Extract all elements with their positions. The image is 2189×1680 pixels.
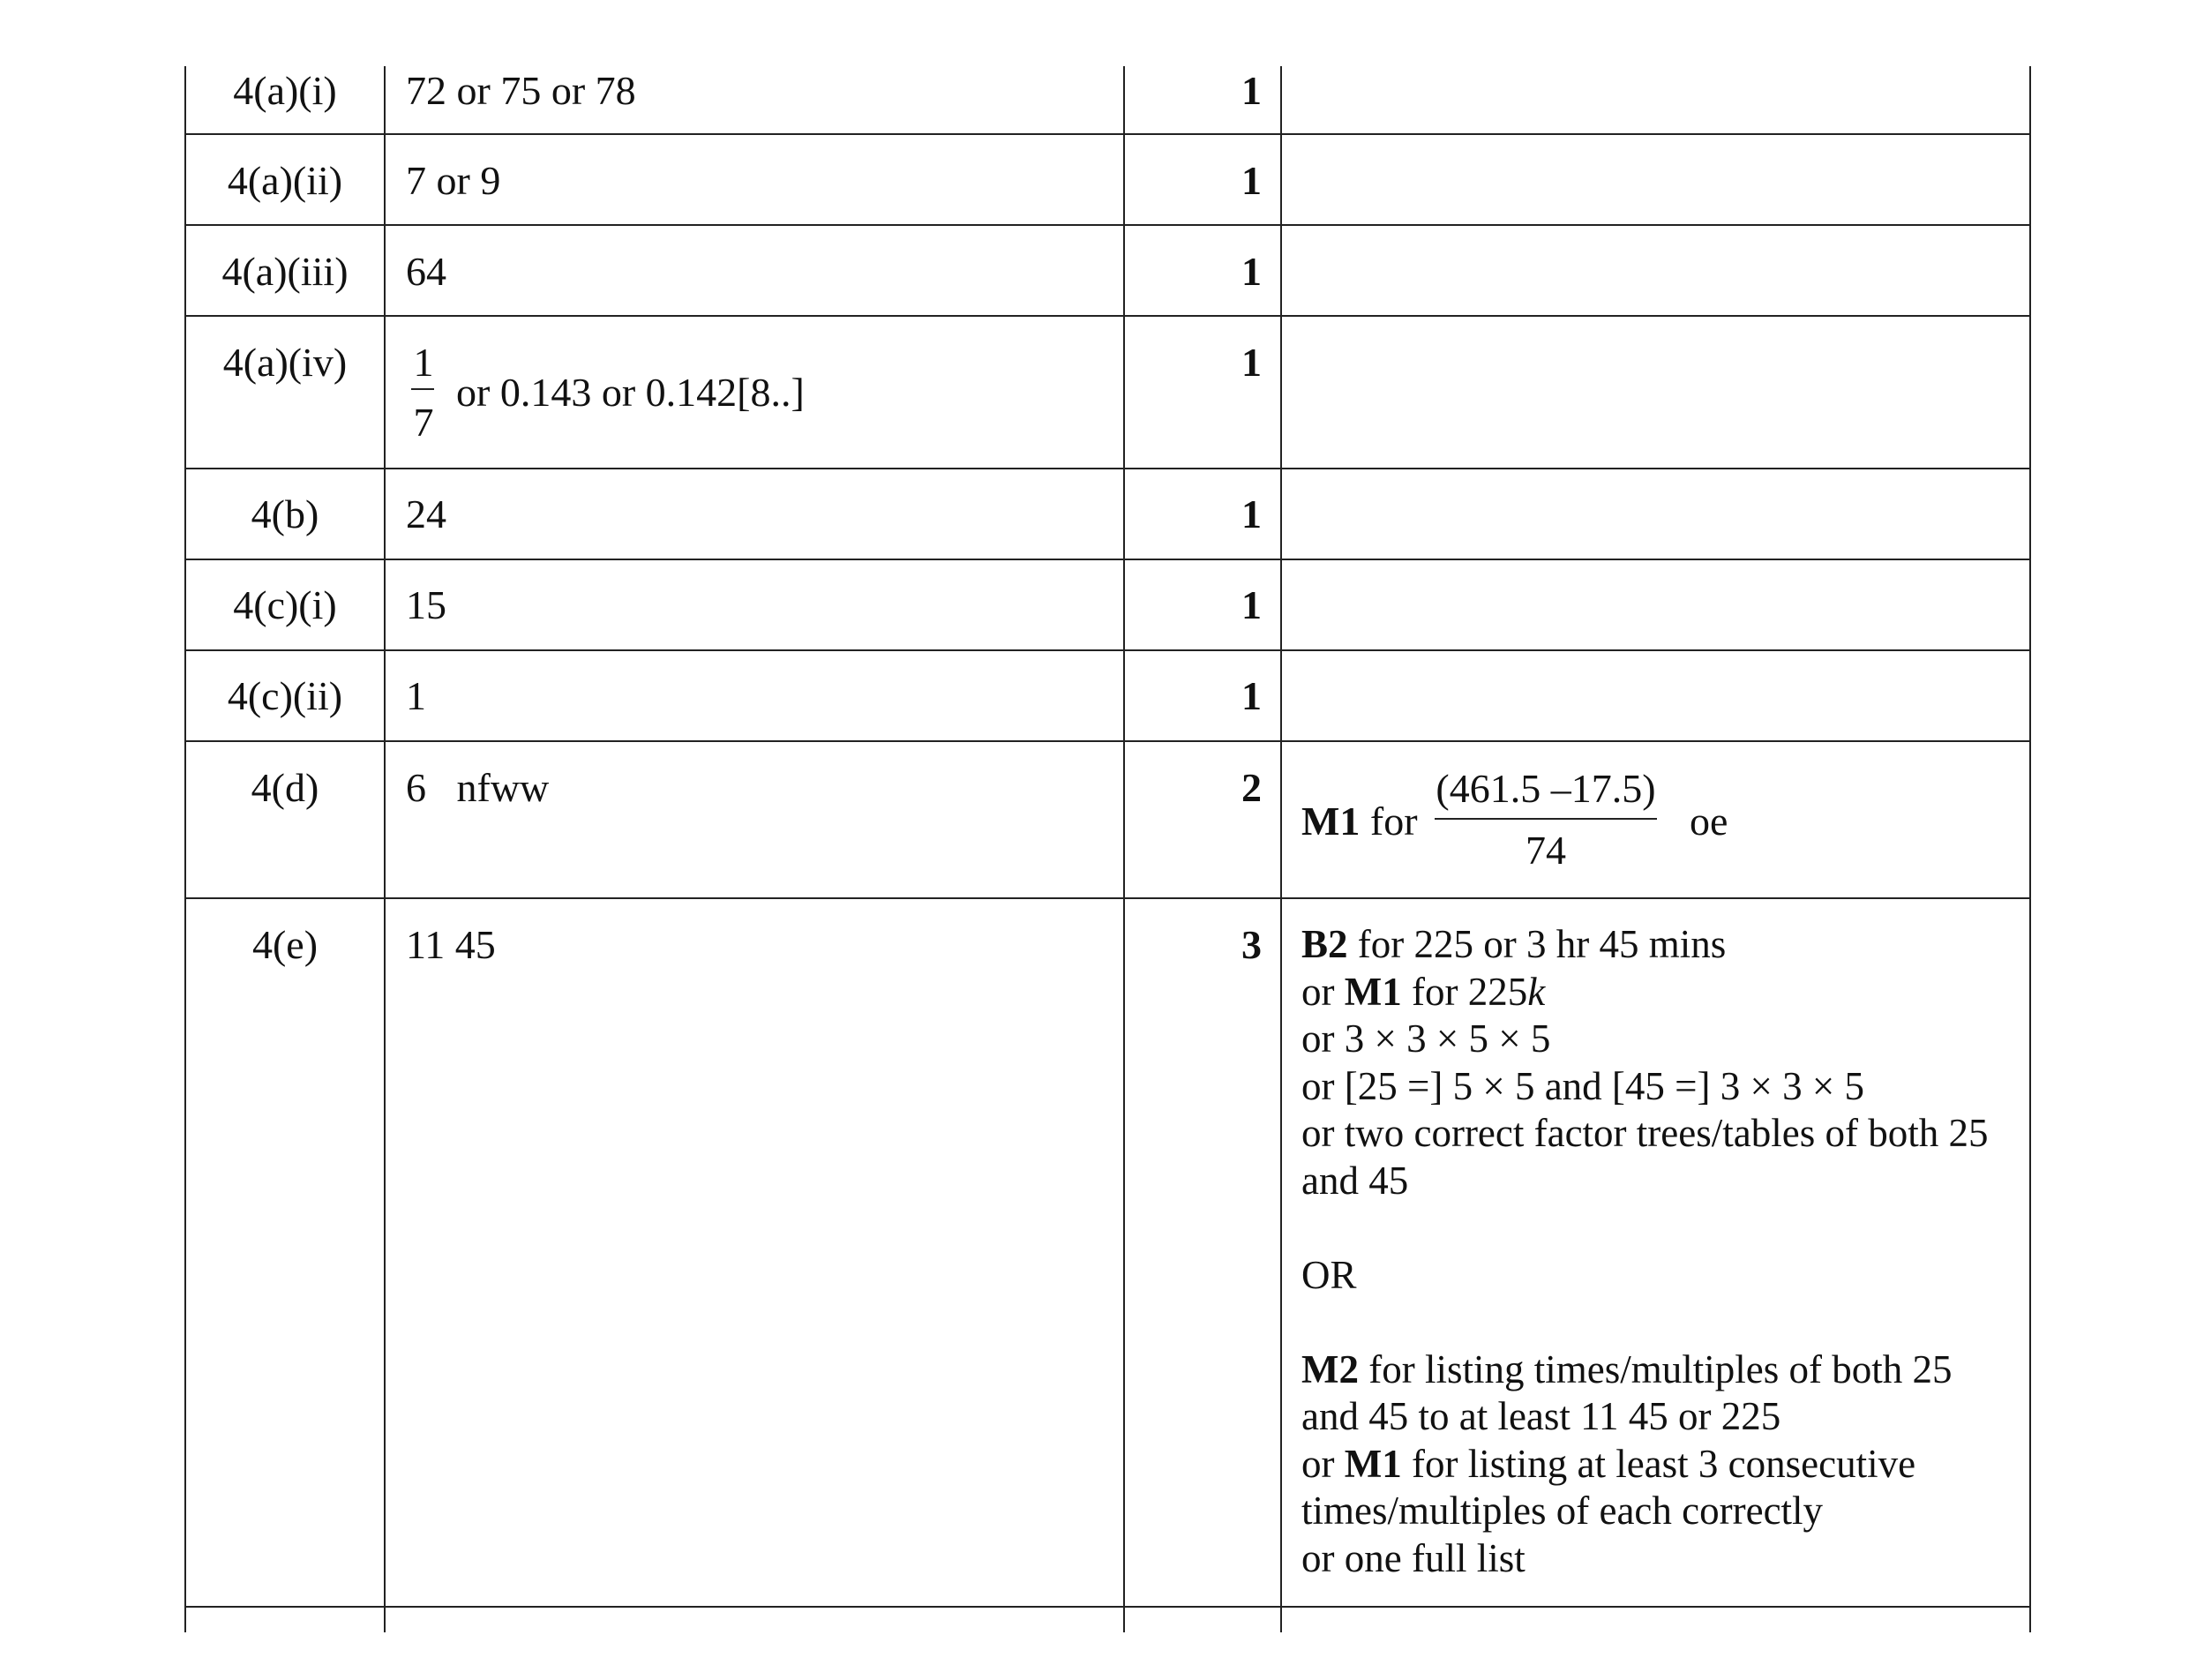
row-divider [184,740,2031,742]
guidance-cell [1301,921,1988,1582]
question-number: 4(c)(ii) [227,673,343,718]
column-divider-2 [1123,66,1125,1632]
method-mark-code: M1 [1301,799,1361,844]
answer-cell: 1 [406,673,426,718]
column-divider-1 [384,66,386,1632]
row-divider [184,315,2031,317]
fraction-bar [411,388,434,390]
fraction-numerator: 1 [413,340,434,385]
guidance-line: M2 for listing times/multiples of both 25 [1301,1346,1953,1391]
table-border-right [2029,66,2031,1632]
marks-cell: 2 [1241,765,1262,810]
row-divider [184,1606,2031,1608]
column-divider-3 [1280,66,1282,1632]
row-divider [184,468,2031,469]
guidance-spacer [1301,1299,1988,1346]
guidance-line: or one full list [1301,1535,1526,1580]
answer-cell: 11 45 [406,922,496,967]
row-divider [184,224,2031,226]
marks-cell: 1 [1241,491,1262,536]
row-divider [184,897,2031,899]
question-number: 4(a)(iii) [221,249,349,294]
marks-cell: 1 [1241,158,1262,203]
fraction-denominator: 74 [1526,828,1566,873]
question-number: 4(a)(i) [233,68,337,113]
question-number: 4(c)(i) [233,582,337,627]
guidance-line: or M1 for 225k [1301,969,1546,1014]
guidance-line: times/multiples of each correctly [1301,1489,1824,1533]
question-number: 4(a)(ii) [227,158,343,203]
question-number: 4(a)(iv) [222,340,348,385]
fraction-numerator: (461.5 –17.5) [1436,766,1656,811]
answer-cell: 6 nfww [406,765,550,810]
marks-cell: 1 [1241,68,1262,113]
row-divider [184,133,2031,135]
guidance-line: or [25 =] 5 × 5 and [45 =] 3 × 3 × 5 [1301,1063,1865,1108]
marks-cell: 1 [1241,249,1262,294]
answer-cell: 72 or 75 or 78 [406,68,636,113]
question-number: 4(d) [251,765,319,810]
row-divider [184,559,2031,560]
guidance-line: OR [1301,1252,1357,1297]
fraction-bar [1435,818,1657,820]
guidance-line: or two correct factor trees/tables of both 25 [1301,1111,1989,1155]
answer-cell: or 0.143 or 0.142[8..] [456,370,805,415]
guidance-line: B2 for 225 or 3 hr 45 mins [1301,922,1727,966]
answer-cell: 7 or 9 [406,158,501,203]
guidance-line: and 45 to at least 11 45 or 225 [1301,1394,1781,1438]
marks-cell: 1 [1241,582,1262,627]
row-divider [184,649,2031,651]
marks-cell: 1 [1241,673,1262,718]
guidance-line: or 3 × 3 × 5 × 5 [1301,1016,1551,1061]
table-border-left [184,66,186,1632]
answer-cell: 15 [406,582,446,627]
guidance-method-text: M1 for [1301,799,1418,844]
answer-cell: 24 [406,491,446,536]
marks-cell: 1 [1241,340,1262,385]
guidance-suffix: oe [1690,799,1728,844]
marks-cell: 3 [1241,922,1262,967]
guidance-line: or M1 for listing at least 3 consecutive [1301,1441,1916,1486]
question-number: 4(b) [251,491,319,536]
question-number: 4(e) [251,922,319,967]
guidance-spacer [1301,1204,1988,1252]
fraction-denominator: 7 [413,400,434,445]
guidance-line: and 45 [1301,1158,1409,1203]
answer-cell: 64 [406,249,446,294]
